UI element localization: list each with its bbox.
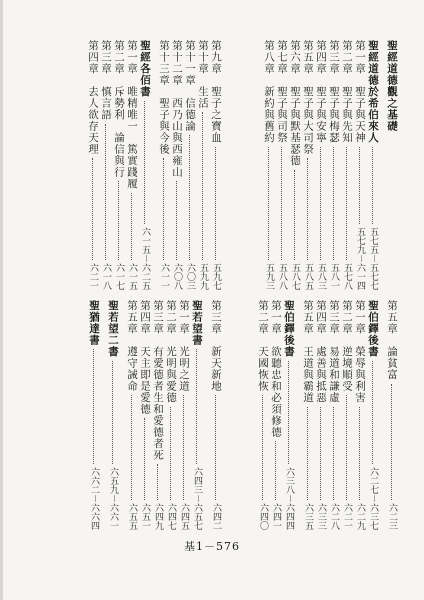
toc-entry [151, 300, 164, 530]
leader-dots [333, 147, 334, 260]
contents-upper-right [228, 40, 398, 290]
toc-section-heading [385, 40, 398, 290]
leader-dots [163, 158, 164, 260]
toc-entry-page: 六四二 [211, 503, 221, 530]
leader-dots [112, 361, 113, 464]
toc-entry [138, 300, 151, 530]
toc-entry [256, 300, 269, 530]
toc-entry-page: 六二一 [88, 263, 98, 290]
toc-entry-page: 五八五 [303, 263, 313, 290]
toc-entry [314, 300, 327, 530]
toc-entry [340, 40, 353, 290]
toc-entry-title: 聖猶達書 [88, 300, 100, 346]
toc-entry-page: 六一五 [127, 263, 137, 290]
leader-dots [183, 395, 184, 500]
leader-dots [176, 181, 177, 260]
toc-entry-title: 第四章 處善與抵惡 [315, 300, 327, 404]
toc-entry-page: 五七八 [342, 263, 352, 290]
toc-entry-title: 第三章 慎言語 [100, 40, 112, 121]
toc-entry-title: 第一章 唯精唯一 篤實踐履 [126, 40, 138, 190]
leader-dots [196, 349, 197, 464]
leader-dots [189, 135, 190, 260]
toc-entry [177, 300, 190, 530]
toc-entry [125, 300, 138, 530]
leader-dots [157, 464, 158, 500]
toc-entry-page: 六四五 [179, 503, 189, 530]
toc-entry [183, 40, 196, 290]
toc-entry-title: 第四章 天主即是愛德 [139, 300, 151, 415]
leader-dots [346, 147, 347, 260]
toc-entry-page: 六一八 [101, 263, 111, 290]
toc-entry-title: 聖若望書 [191, 300, 203, 346]
toc-entry [353, 40, 366, 290]
leader-dots [288, 361, 289, 464]
toc-entry-page: 五七九－六一四 [355, 226, 365, 290]
toc-entry-title: 聖伯鐸後書 [367, 300, 379, 358]
toc-entry-page: 六五五 [127, 503, 137, 530]
toc-entry-title: 第一章 欲聽忠和必須修德 [270, 300, 282, 438]
leader-dots [372, 147, 373, 224]
toc-entry-page: 六二七－六三七 [368, 466, 378, 530]
leader-dots [268, 147, 269, 260]
toc-entry-title: 第七章 聖子與司祭 [276, 40, 288, 144]
toc-entry [327, 300, 340, 530]
leader-dots [372, 361, 373, 464]
leader-dots [281, 147, 282, 260]
toc-entry [275, 40, 288, 290]
toc-entry-page: 五八八 [277, 263, 287, 290]
leader-dots [320, 407, 321, 500]
toc-entry-title: 第三章 新天新地 [210, 300, 222, 392]
toc-entry [301, 300, 314, 530]
toc-entry-title: 第一章 聖子與天神 [354, 40, 366, 144]
toc-entry [99, 40, 112, 290]
toc-entry [209, 300, 222, 530]
leader-dots [144, 418, 145, 500]
toc-entry [112, 40, 125, 290]
toc-entry-page: 六〇三 [185, 263, 195, 290]
toc-entry-page: 五八一 [329, 263, 339, 290]
toc-entry-page: 五七五－五七七 [368, 226, 378, 290]
toc-entry-page: 六二八 [329, 503, 339, 530]
toc-entry-page: 六四〇 [258, 503, 268, 530]
toc-entry-title: 第十二章 西乃山與西雍山 [171, 40, 183, 178]
leader-dots [262, 395, 263, 500]
toc-entry [288, 40, 301, 290]
leader-dots [131, 395, 132, 500]
leader-dots [346, 395, 347, 500]
toc-entry-title: 第三章 易道和謙虛 [328, 300, 340, 404]
toc-entry [125, 40, 138, 290]
toc-entry-title: 第三章 聖子與梅瑟 [328, 40, 340, 144]
toc-entry-title: 第六章 聖子與默基瑟德 [289, 40, 301, 167]
contents-upper-left [52, 40, 222, 290]
toc-section-heading [106, 300, 119, 530]
toc-entry-page: 六三八－六四四 [284, 466, 294, 530]
toc-entry-title: 第二章 光明與愛德 [165, 300, 177, 404]
toc-entry [86, 40, 99, 290]
leader-dots [359, 407, 360, 500]
toc-entry-title: 第十章 生活 [197, 40, 209, 109]
toc-entry-title: 第二章 天國恢恢 [257, 300, 269, 392]
toc-entry-title: 第二章 聖子與先知 [341, 40, 353, 144]
toc-section-heading [190, 300, 203, 530]
toc-section-heading [282, 300, 295, 530]
toc-section-heading [366, 40, 379, 290]
leader-dots [170, 407, 171, 500]
toc-entry-title: 聖經道德觀之基礎 [386, 40, 398, 132]
leader-dots [118, 181, 119, 260]
page-footer: 基1－576 [184, 540, 240, 553]
toc-entry [262, 40, 275, 290]
toc-entry [301, 40, 314, 290]
toc-entry [269, 300, 282, 530]
toc-entry [209, 40, 222, 290]
toc-entry-page: 六二九 [355, 503, 365, 530]
toc-section-heading [87, 300, 100, 530]
toc-entry-title: 第二章 逆境順受 [341, 300, 353, 392]
leader-dots [294, 170, 295, 260]
toc-entry-title: 第五章 論貧富 [386, 300, 398, 381]
toc-entry-page: 五八七 [290, 263, 300, 290]
toc-entry-title: 第一章 光明之道 [178, 300, 190, 392]
toc-entry [327, 40, 340, 290]
leader-dots [359, 147, 360, 224]
toc-entry [314, 40, 327, 290]
leader-dots [215, 147, 216, 260]
toc-entry-page: 五九九 [198, 263, 208, 290]
toc-entry-page: 六一五－六二五 [140, 226, 150, 290]
toc-entry-page: 五九七 [211, 263, 221, 290]
toc-entry-page: 五八三 [316, 263, 326, 290]
toc-entry [157, 40, 170, 290]
toc-section-heading [138, 40, 151, 290]
toc-entry-title: 第十三章 聖子與今後 [158, 40, 170, 155]
toc-entry [170, 40, 183, 290]
toc-entry-page: 六四七 [166, 503, 176, 530]
toc-entry-title: 第四章 聖子與安寧 [315, 40, 327, 144]
toc-entry-title: 聖經道德於希伯來人 [367, 40, 379, 144]
toc-section-heading [366, 300, 379, 530]
leader-dots [215, 395, 216, 500]
toc-entry-title: 第五章 聖子與大司祭 [302, 40, 314, 155]
leader-dots [307, 407, 308, 500]
toc-entry-page: 六四三－六五七 [192, 466, 202, 530]
toc-entry [340, 300, 353, 530]
toc-entry-title: 第一章 榮辱與利害 [354, 300, 366, 404]
leader-dots [131, 193, 132, 260]
toc-entry-title: 第五章 遵守誡命 [126, 300, 138, 392]
contents-lower-right [228, 300, 398, 530]
toc-entry-title: 第八章 新約與舊約 [263, 40, 275, 144]
toc-entry [385, 300, 398, 530]
toc-entry-page: 六六二－六六四 [89, 466, 99, 530]
leader-dots [93, 349, 94, 464]
toc-entry [196, 40, 209, 290]
contents-lower-left [52, 300, 222, 530]
toc-entry-title: 聖若望二書 [107, 300, 119, 358]
leader-dots [320, 147, 321, 260]
toc-entry-page: 六一七 [114, 263, 124, 290]
toc-entry-page: 六五一 [140, 503, 150, 530]
toc-entry-title: 聖伯鐸後書 [283, 300, 295, 358]
leader-dots [391, 384, 392, 500]
leader-dots [275, 441, 276, 500]
leader-dots [333, 407, 334, 500]
leader-dots [144, 101, 145, 224]
leader-dots [105, 124, 106, 260]
toc-entry [164, 300, 177, 530]
toc-entry-page: 六〇八 [172, 263, 182, 290]
toc-entry-title: 第三章 有愛德者生和愛德者死 [152, 300, 164, 461]
toc-entry-title: 第九章 聖子之寶血 [210, 40, 222, 144]
toc-entry-page: 六三五 [303, 503, 313, 530]
toc-entry-title: 第四章 去人欲存天理 [87, 40, 99, 155]
leader-dots [202, 112, 203, 260]
toc-entry-title: 第二章 斥勢利 論信與行 [113, 40, 125, 178]
leader-dots [307, 158, 308, 260]
toc-entry-page: 六一一 [159, 263, 169, 290]
toc-entry-page: 六四一 [271, 503, 281, 530]
toc-entry-title: 第十一章 信德論 [184, 40, 196, 132]
toc-entry [353, 300, 366, 530]
toc-entry-page: 五九三 [264, 263, 274, 290]
toc-entry-page: 六二三 [387, 503, 397, 530]
toc-entry-title: 第五章 王道與霸道 [302, 300, 314, 404]
toc-entry-page: 六二一 [342, 503, 352, 530]
toc-entry-title: 聖經各佰書 [139, 40, 151, 98]
leader-dots [92, 158, 93, 260]
toc-entry-page: 六五九－六六一 [108, 466, 118, 530]
toc-entry-page: 六四九 [153, 503, 163, 530]
toc-entry-page: 六三三 [316, 503, 326, 530]
